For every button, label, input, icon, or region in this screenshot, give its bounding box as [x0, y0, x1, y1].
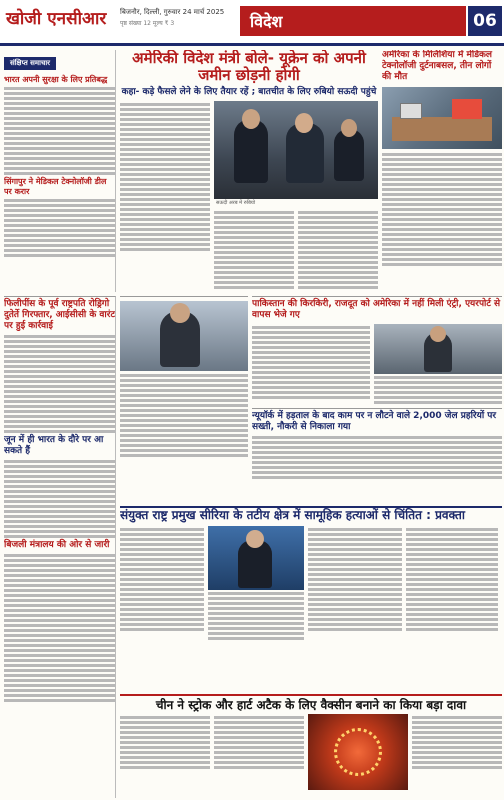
- brief-body: [4, 87, 115, 175]
- masthead: [0, 0, 504, 46]
- lead-subheadline: कहा- कड़े फैसले लेने के लिए तैयार रहें ; बातचीत के लिए रुबियो सऊदी पहुंचे: [121, 87, 377, 97]
- un-body-continued: [208, 592, 304, 640]
- bottom-story: [120, 694, 502, 798]
- brief-headline: सिंगापुर ने मेडिकल टेक्नोलॉजी डील पर करार: [4, 177, 107, 196]
- left-story-body: [4, 335, 115, 433]
- left-story-headline: बिजली मंत्रालय की ओर से जारी: [4, 540, 110, 550]
- newyork-body: [252, 436, 502, 479]
- brand-name: खोजी एनसीआर: [6, 9, 107, 29]
- un-body: [406, 526, 498, 642]
- page-number: 06: [468, 6, 502, 36]
- lead-headline: अमेरिकी विदेश मंत्री बोले- यूक्रेन को अपनी जमीन छोड़नी होगी: [132, 50, 366, 84]
- left-story-body: [4, 460, 115, 538]
- right-body: [382, 153, 502, 266]
- lead-body: [120, 101, 210, 291]
- pakistan-body-continued: [374, 376, 502, 404]
- un-headline: संयुक्त राष्ट्र प्रमुख सीरिया के तटीय क्षेत्र में सामूहिक हत्याओं से चिंतित : प्रवक्ता: [120, 508, 465, 522]
- bottom-body: [412, 714, 502, 790]
- section-title: विदेश: [250, 12, 283, 31]
- brief-headline: भारत अपनी सुरक्षा के लिए प्रतिबद्ध: [4, 75, 108, 84]
- story-photo: [120, 301, 248, 371]
- date-line: बिजनौर, दिल्ली, गुरुवार 24 मार्च 2025: [120, 8, 225, 16]
- brief-section-label: संक्षिप्त समाचार: [4, 57, 56, 70]
- pakistan-photo: [374, 324, 502, 374]
- story-body: [120, 374, 248, 457]
- un-story: [120, 506, 502, 692]
- bottom-headline: चीन ने स्ट्रोक और हार्ट अटैक के लिए वैक्सीन बनाने का किया बड़ा दावा: [155, 698, 467, 712]
- virus-photo: [308, 714, 408, 790]
- lead-photo: [214, 101, 378, 199]
- bottom-body: [120, 714, 210, 790]
- brief-body: [4, 199, 115, 257]
- left-story-body: [4, 554, 115, 702]
- left-lower-column: [4, 296, 116, 798]
- lead-story: [120, 50, 378, 292]
- pakistan-story: [252, 296, 502, 502]
- right-story: [382, 50, 502, 292]
- newyork-headline: न्यूयॉर्क में हड़ताल के बाद काम पर न लौटने वाले 2,000 जेल प्रहरियों पर सख्ती, नौकरी से निकाला गया: [252, 408, 502, 433]
- un-photo: [208, 526, 304, 590]
- lead-photo-caption: सऊदी अरब में रुबियो: [216, 200, 256, 206]
- right-photo: [382, 87, 502, 149]
- story-photo-column: [120, 296, 248, 502]
- bottom-body: [214, 714, 304, 790]
- brief-column: [4, 50, 116, 292]
- left-story-headline: फिलीपींस के पूर्व राष्ट्रपति रोड्रिगो दुतेर्ते गिरफ्तार, आईसीसी के वारंट पर हुई कार्रवाई: [4, 299, 115, 331]
- left-story-headline: जून में ही भारत के दौरे पर आ सकते हैं: [4, 435, 104, 456]
- un-body: [120, 526, 204, 642]
- edition-line: पृष्ठ संख्या 12 मूल्य ₹ 3: [120, 20, 175, 27]
- pakistan-headline: पाकिस्तान की किरकिरी, राजदूत को अमेरिका में नहीं मिली एंट्री, एयरपोर्ट से वापस भेजे गए: [252, 299, 501, 320]
- pakistan-body: [252, 324, 370, 406]
- right-headline: अमेरिका के मिलिशिया में मेडिकल टेक्नोलॉजी दुर्टनाबसल, तीन लोगों की मौत: [382, 50, 493, 82]
- un-body: [308, 526, 402, 642]
- lead-body-continued: [214, 209, 378, 291]
